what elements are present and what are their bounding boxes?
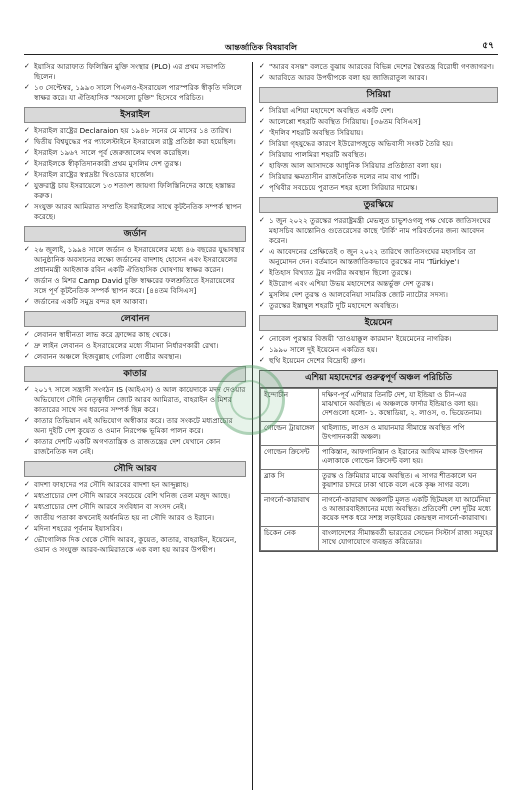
- list-item-text: মুসলিম দেশ তুরস্ক ও আলবেনিয়া সামরিক জোট ন্যাটোর সদস্য।: [269, 289, 448, 299]
- check-icon: ✓: [24, 502, 30, 511]
- list-item: [24, 352, 246, 362]
- check-icon: ✓: [259, 334, 265, 343]
- regions-table: [260, 388, 497, 551]
- section-heading-turkey: তুরস্কিয়ে: [259, 197, 498, 213]
- list-item: [24, 502, 246, 512]
- list-item: [259, 117, 498, 127]
- list-item: [259, 161, 498, 171]
- qatar-list: [24, 385, 246, 457]
- list-item: [259, 73, 498, 83]
- list-item-text: লেবানন স্বাধীনতা লাভ করে ফ্রান্সের কাছ থেকে।: [34, 330, 171, 340]
- check-icon: ✓: [259, 139, 265, 148]
- region-name: ব্লাক সি: [261, 469, 319, 493]
- list-item-text: ২০১৭ সালে সন্ত্রাসী সংগঠন IS (আইএস) ও আল কায়েদাকে মদদ দেওয়ার অভিযোগে সৌদি নেতৃত্বাধীন জোট আরব আমিরাত, বাহরাইন ও মিশর কাতারের সাথে সব ধরনের সম্পর্ক ছিন্ন করে।: [34, 385, 246, 415]
- list-item: [24, 137, 246, 147]
- list-item-text: আলেপ্পো শহরটি অবস্থিত সিরিয়ায়। [৩৬তম বিসিএস]: [269, 117, 421, 127]
- table-row: [261, 469, 497, 493]
- list-item-text: কাতার দেশটি একটি অগণতান্ত্রিক ও রাজতন্ত্রের দেশ যেখানে কোন রাজনৈতিক দল নেই।: [34, 436, 221, 456]
- list-item-text: ভৌগোলিক দিক থেকে সৌদি আরব, কুয়েত, কাতার, বাহরাইন, ইয়েমেন, ওমান ও সংযুক্ত আরব-আমিরাতকে এক বলা হয় আরব উপদ্বীপ।: [34, 534, 237, 554]
- list-item-text: ১৩ সেপ্টেম্বর, ১৯৯৩ সালে পিএলও-ইসরায়েল পারস্পরিক স্বীকৃতি দলিলে স্বাক্ষর করে। যা ঐতিহাসিক "অসলো চুক্তি" হিসেবে পরিচিত।: [34, 82, 242, 102]
- list-item: [259, 139, 498, 149]
- list-item: [24, 83, 246, 103]
- region-name: ইন্দোচীন: [261, 388, 319, 421]
- region-description: নাগর্নো-কারাবাখ অঞ্চলটি মূলত একটি ছিটমহল যা আর্মেনিয়া ও আজারবাইজানের মধ্যে অবস্থিত। প্রতিবেশী দেশ দুটির মধ্যে কয়েক দশক ধরে সশস্ত্র লড়াইয়ের কেন্দ্রস্থল নাগর্নো-কারাবাখ।: [319, 493, 497, 526]
- check-icon: ✓: [259, 300, 265, 309]
- list-item-text: দ্বিতীয় বিশ্বযুদ্ধের পর প্যালেস্টাইনে ইসরায়েল রাষ্ট্র প্রতিষ্ঠা করা হয়েছিল।: [34, 137, 236, 147]
- list-item: [24, 437, 246, 457]
- list-item-text: মধ্যপ্রাচ্যের দেশ সৌদি আরবে সবচেয়ে বেশি খনিজ তেল মজুদ আছে।: [34, 491, 231, 501]
- list-item-text: সিরিয়ার ক্ষমতাসীন রাজনৈতিক দলের নাম বাথ পার্টি।: [269, 171, 420, 181]
- check-icon: ✓: [259, 117, 265, 126]
- turkey-list: [259, 216, 498, 310]
- section-heading-jordan: জর্ডান: [24, 226, 246, 242]
- check-icon: ✓: [24, 523, 30, 532]
- left-column: [24, 62, 253, 790]
- list-item-text: ২৬ জুলাই, ১৯৯৪ সালে জর্ডান ও ইসরায়েলের মধ্যে ৪৬ বছরের যুদ্ধাবস্থার আনুষ্ঠানিক অবসানের লক্ষ্যে জর্ডানের বাদশাহ হোসেন এবং ইসরায়েলের প্রধানমন্ত্রী আইজাক রবিন একটি ঐতিহাসিক ঘোষণায় স্বাক্ষর করেন।: [34, 245, 245, 274]
- list-item: [259, 279, 498, 289]
- list-item-text: মদিনা শহরের পূর্বনাম ইয়াসরিব।: [34, 523, 123, 533]
- list-item: [24, 330, 246, 340]
- asia-regions-table-box: [259, 370, 498, 552]
- list-item: [259, 290, 498, 300]
- list-item-text: লেবানন অঞ্চলে হিজবুল্লাহ গেরিলা গোষ্ঠীর অবস্থান।: [34, 351, 182, 361]
- list-item-text: সিরিয়া এশিয়া মহাদেশে অবস্থিত একটি দেশ।: [269, 106, 394, 116]
- list-item-text: জাতীয় পতাকা কখনোই অর্ধনমিত হয় না সৌদি আরব ও ইরানে।: [34, 513, 215, 523]
- list-item-text: "আরব বসন্ত" বলতে বুঝায় আরবের বিভিন্ন দেশের স্বৈরতন্ত্র বিরোধী গণজাগরণ।: [269, 62, 494, 71]
- region-description: বাংলাদেশের সীমান্তবর্তী ভারতের সেভেন সিস্টার্স রাজ্য সমূহের সাথে যোগাযোগে ব্যবহৃত করিডোর।: [319, 526, 497, 550]
- check-icon: ✓: [24, 137, 30, 146]
- saudi-list: [24, 480, 246, 555]
- list-item-text: জর্ডানের একটি সমুদ্র বন্দর হল আকাবা।: [34, 296, 148, 306]
- list-item-text: ইসরাইল রাষ্ট্রের স্বপ্নদ্রষ্টা থিওডোর হার্জেল।: [34, 169, 154, 179]
- region-description: তুরস্ক ও ক্রিমিয়ার মাঝে অবস্থিত। এ সাগর শীতকালে ঘন কুয়াশার চাদরে ঢাকা থাকে বলে একে কৃষ্ণ সাগর বলে।: [319, 469, 497, 493]
- list-item: [24, 62, 246, 82]
- section-heading-saudi-arabia: সৌদি আরব: [24, 461, 246, 477]
- israel-list: [24, 126, 246, 221]
- list-item-text: নোবেল পুরস্কার বিজয়ী 'তাওয়াক্কুল কারমান' ইয়েমেনের নাগরিক।: [269, 334, 452, 344]
- list-item: [259, 128, 498, 138]
- check-icon: ✓: [259, 160, 265, 169]
- list-item-text: ইসরাইলকে স্বীকৃতিদানকারী প্রথম মুসলিম দেশ তুরস্ক।: [34, 158, 182, 168]
- list-item: [24, 181, 246, 201]
- list-item-text: কাতার তিভিয়ান এই অভিযোগ অস্বীকার করে। তার সংকটে মধ্যপ্রাচ্যের অন্য দুইটি দেশ কুয়েত ও ওমান নিরপেক্ষ ভূমিকা পালন করে।: [34, 416, 233, 435]
- table-row: [261, 526, 497, 550]
- check-icon: ✓: [259, 128, 265, 137]
- watermark-seal: [215, 365, 285, 435]
- check-icon: ✓: [24, 275, 30, 284]
- list-item: [259, 345, 498, 355]
- list-item-text: সিরিয়া গৃহযুদ্ধের কারণে ইউরোপজুড়ে অভিবাসী সংকট তৈরি হয়।: [269, 139, 453, 149]
- list-item: [259, 268, 498, 278]
- check-icon: ✓: [259, 171, 265, 180]
- lebanon-list: [24, 330, 246, 362]
- check-icon: ✓: [24, 201, 30, 210]
- check-icon: ✓: [259, 150, 265, 159]
- check-icon: ✓: [259, 247, 265, 255]
- list-item: [24, 148, 246, 158]
- list-item: [259, 301, 498, 311]
- list-item-text: আরবিতে আরব উপদ্বীপকে বলা হয় জাজিরাতুল আরব।: [269, 72, 428, 82]
- list-item-text: ইউরোপ এবং এশিয়া উভয় মহাদেশের অন্তর্ভুক্ত দেশ তুরস্ক।: [269, 278, 434, 288]
- list-item-text: যুক্তরাষ্ট্র চায় ইসরায়েলে ১৩ শতাংশ জায়গা ফিলিস্তিনিদের কাছে হস্তান্তর করুক।: [34, 180, 236, 200]
- list-item: [259, 150, 498, 160]
- section-heading-israel: ইসরাইল: [24, 107, 246, 123]
- list-item-text: ১৯৯০ সালে দুই ইয়েমেন একত্রিত হয়।: [269, 344, 378, 354]
- running-header: [24, 40, 498, 55]
- list-item: [259, 183, 498, 193]
- check-icon: ✓: [259, 289, 265, 298]
- check-icon: ✓: [24, 480, 30, 489]
- region-name: চিকেন নেক: [261, 526, 319, 550]
- check-icon: ✓: [24, 416, 30, 425]
- table-row: [261, 445, 497, 469]
- check-icon: ✓: [259, 216, 265, 225]
- region-description: দক্ষিণ-পূর্ব এশিয়ার তিনটি দেশ, যা ইন্ডিয়া ও চীন-এর মাঝখানে অবস্থিত। এ অঞ্চলকে ফার্দার ইন্ডিয়াও বলা হয়। দেশগুলো হলো- ১. কম্বোডিয়া, ২. লাওস, ৩. ভিয়েতনাম।: [319, 388, 497, 421]
- region-description: পাকিস্তান, আফগানিস্তান ও ইরানের আফিম মাদক উৎপাদন এলাকাকে গোল্ডেন ক্রিসেন্ট বলা হয়।: [319, 445, 497, 469]
- list-item: [259, 106, 498, 116]
- list-item: [24, 480, 246, 490]
- list-item: [24, 170, 246, 180]
- list-item-text: হুথি ইয়েমেন দেশের বিদ্রোহী গ্রুপ।: [269, 355, 366, 365]
- list-item-text: এ আবেদনের প্রেক্ষিতেই ৩ জুন ২০২২ তারিখে জাতিসংঘের মহাসচিব তা অনুমোদন দেন। বর্তমানে আন্তর্জাতিকভাবে তুরস্কের নাম 'Türkiye'।: [269, 247, 476, 266]
- region-name: গোল্ডেন ট্রায়াঙ্গেল: [261, 421, 319, 445]
- list-item: [24, 202, 246, 222]
- list-item: [24, 126, 246, 136]
- list-item: [24, 385, 246, 415]
- running-title: আন্তর্জাতিক বিষয়াবলি: [225, 43, 297, 52]
- list-item: [24, 535, 246, 555]
- list-item-text: ১ জুন ২০২২ তুরস্কের পররাষ্ট্রমন্ত্রী মেভলুত চাভুশওগলু পক্ষ থেকে জাতিসংঘের মহাসচিব আন্তোনিও গুতেরেসের কাছে 'টার্কি' নাম পরিবর্তনের জন্য আবেদন করেন।: [269, 216, 491, 246]
- region-name: গোল্ডেন ক্রিসেন্ট: [261, 445, 319, 469]
- list-item: [24, 524, 246, 534]
- list-item-text: ইসরাইল রাষ্ট্রের Declaraion হয় ১৯৪৮ সনের মে মাসের ১৪ তারিখ।: [34, 126, 232, 136]
- list-item: [259, 172, 498, 182]
- list-item-text: ইতিহাস বিখ্যাত ট্রয় নগরীর অবস্থান ছিলো তুরস্কে।: [269, 267, 412, 277]
- jordan-list: [24, 245, 246, 307]
- list-item-text: ইসরাইল ১৯৬৭ সালে পূর্ব জেরুজালেম দখল করেছিল।: [34, 148, 190, 158]
- section-heading-syria: সিরিয়া: [259, 87, 498, 103]
- check-icon: ✓: [24, 148, 30, 157]
- check-icon: ✓: [259, 355, 265, 364]
- check-icon: ✓: [259, 106, 265, 115]
- check-icon: ✓: [259, 72, 265, 81]
- list-item-text: হাফিজ আল আসাদকে আধুনিক সিরিয়ার প্রতিষ্ঠাতা বলা হয়।: [269, 160, 442, 170]
- check-icon: ✓: [24, 158, 30, 167]
- table-row: [261, 388, 497, 421]
- page-number: ৫৭: [482, 41, 494, 51]
- check-icon: ✓: [24, 436, 30, 445]
- regions-table-title: এশিয়া মহাদেশের গুরুত্বপূর্ণ অঞ্চল পরিচিতি: [260, 371, 497, 388]
- check-icon: ✓: [24, 180, 30, 189]
- section-heading-lebanon: লেবানন: [24, 311, 246, 327]
- region-name: নাগর্নো-কারাবাখ: [261, 493, 319, 526]
- list-item-text: সিরিয়ায় পালমিরা শহরটি অবস্থিত।: [269, 150, 367, 160]
- region-description: থাইল্যান্ড, লাওস ও মায়ানমার সীমান্তে অবস্থিত পপি উৎপাদনকারী অঞ্চল।: [319, 421, 497, 445]
- check-icon: ✓: [259, 278, 265, 287]
- right-column: [253, 62, 498, 790]
- check-icon: ✓: [24, 296, 30, 305]
- intro-list-right: [259, 62, 498, 83]
- check-icon: ✓: [24, 245, 30, 253]
- check-icon: ✓: [24, 351, 30, 360]
- list-item-text: ইয়াসির আরাফাত ফিলিস্তিন মুক্তি সংস্থার (PLO) এর প্রথম সভাপতি ছিলেন।: [34, 62, 226, 81]
- list-item: [24, 245, 246, 275]
- syria-list: [259, 106, 498, 193]
- table-row: [261, 421, 497, 445]
- list-item: [24, 491, 246, 501]
- watermark-inner-ring: [230, 380, 270, 420]
- check-icon: ✓: [259, 267, 265, 276]
- list-item: [24, 513, 246, 523]
- table-row: [261, 493, 497, 526]
- list-item: [259, 216, 498, 246]
- check-icon: ✓: [24, 169, 30, 178]
- check-icon: ✓: [24, 330, 30, 339]
- list-item: [259, 334, 498, 344]
- list-item-text: বাদশা ফাহাদের পর সৌদি আরবের বাদশা হন আব্দুল্লাহ।: [34, 480, 189, 490]
- list-item: [24, 341, 246, 351]
- list-item: [24, 276, 246, 296]
- list-item-text: দ্রু লাইন লেবানন ও ইসরায়েলের মধ্যে সীমানা নির্ধারণকারী রেখা।: [34, 340, 219, 350]
- check-icon: ✓: [259, 344, 265, 353]
- list-item: [259, 62, 498, 72]
- check-icon: ✓: [259, 62, 265, 70]
- section-heading-yemen: ইয়েমেন: [259, 315, 498, 331]
- list-item-text: তুরস্কের ইস্তাম্বুল শহরটি দুটি মহাদেশে অবস্থিত।: [269, 300, 399, 310]
- check-icon: ✓: [24, 62, 30, 70]
- list-item: [24, 159, 246, 169]
- yemen-list: [259, 334, 498, 366]
- list-item-text: পৃথিবীর সবচেয়ে পুরাতন শহর হলো সিরিয়ার দামেস্ক।: [269, 182, 418, 192]
- check-icon: ✓: [24, 491, 30, 500]
- list-item-text: জর্ডান ও মিশর Camp David চুক্তি স্বাক্ষরের ফলশ্রুতিতে ইসরায়েলের সঙ্গে পূর্ণ কূটনৈতিক সম্পর্ক স্থাপন করে। [৪৪তম বিসিএস]: [34, 275, 235, 295]
- list-item-text: মধ্যপ্রাচ্যের দেশ সৌদি আরবে সংবিধান বা সংসদ নেই।: [34, 502, 187, 512]
- check-icon: ✓: [24, 385, 30, 394]
- list-item-text: 'ইদলিব শহরটি অবস্থিত সিরিয়ায়।: [269, 128, 364, 138]
- intro-list-left: [24, 62, 246, 103]
- check-icon: ✓: [24, 534, 30, 543]
- check-icon: ✓: [24, 340, 30, 349]
- list-item: [259, 356, 498, 366]
- list-item-text: সংযুক্ত আরব আমিরাত সম্প্রতি ইসরাইলের সাথে কূটনৈতিক সম্পর্ক স্থাপন করেছে।: [34, 201, 242, 221]
- list-item: [259, 247, 498, 267]
- list-item: [24, 297, 246, 307]
- check-icon: ✓: [24, 513, 30, 522]
- section-heading-qatar: কাতার: [24, 366, 246, 382]
- check-icon: ✓: [24, 126, 30, 135]
- check-icon: ✓: [24, 82, 30, 91]
- list-item: [24, 416, 246, 436]
- check-icon: ✓: [259, 182, 265, 191]
